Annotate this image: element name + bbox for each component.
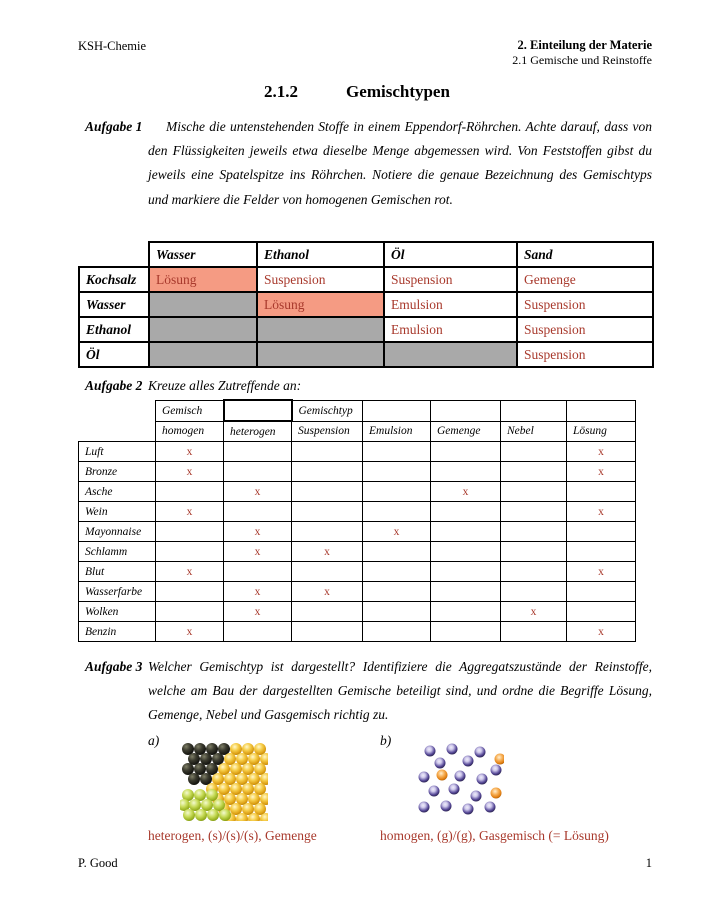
mixture-type-table-body <box>79 242 653 367</box>
empty-cell <box>567 542 636 562</box>
empty-cell <box>363 462 431 482</box>
empty-cell <box>363 542 431 562</box>
check-mark-cell: x <box>292 582 363 602</box>
table-row <box>79 522 636 542</box>
figure-b-label: b) <box>380 733 392 748</box>
check-mark-cell: x <box>156 502 224 522</box>
table-row <box>79 317 653 342</box>
empty-cell <box>501 582 567 602</box>
figure-a <box>148 733 268 821</box>
empty-cell <box>567 602 636 622</box>
header-section-title: 2.1 Gemische und Reinstoffe <box>512 53 652 67</box>
check-mark-cell: x <box>224 542 292 562</box>
table-row <box>79 562 636 582</box>
mixture-cell: Lösung <box>149 267 257 292</box>
table-row <box>79 267 653 292</box>
empty-cell <box>224 622 292 642</box>
checklist-table-body <box>79 400 636 642</box>
group-header <box>363 400 431 421</box>
table-row <box>79 482 636 502</box>
empty-cell <box>156 602 224 622</box>
empty-cell <box>431 602 501 622</box>
table-row <box>79 602 636 622</box>
task-2-label: Aufgabe 2 <box>85 378 143 393</box>
check-mark-cell: x <box>567 622 636 642</box>
check-mark-cell: x <box>224 482 292 502</box>
mixture-cell <box>257 342 384 367</box>
mixture-cell: Suspension <box>517 292 653 317</box>
page-title <box>0 82 714 102</box>
empty-cell <box>363 442 431 462</box>
check-mark-cell: x <box>156 442 224 462</box>
row-header: Mayonnaise <box>79 522 156 542</box>
table-row <box>79 622 636 642</box>
empty-cell <box>431 542 501 562</box>
group-header <box>567 400 636 421</box>
group-header: Gemisch <box>156 400 224 421</box>
mixture-cell <box>384 342 517 367</box>
empty-cell <box>501 482 567 502</box>
check-mark-cell: x <box>363 522 431 542</box>
row-header: Öl <box>79 342 149 367</box>
row-header: Wolken <box>79 602 156 622</box>
check-mark-cell: x <box>224 582 292 602</box>
empty-cell <box>501 542 567 562</box>
column-header: homogen <box>156 421 224 442</box>
row-header: Kochsalz <box>79 267 149 292</box>
empty-cell <box>224 562 292 582</box>
empty-cell <box>501 522 567 542</box>
column-header: Emulsion <box>363 421 431 442</box>
figure-a-label: a) <box>148 733 160 748</box>
empty-cell <box>431 522 501 542</box>
empty-cell <box>156 582 224 602</box>
page-title-number: 2.1.2 <box>264 82 299 101</box>
page-title-text: Gemischtypen <box>346 82 450 101</box>
empty-cell <box>501 462 567 482</box>
particle-diagram-gas-mixture <box>412 743 504 819</box>
empty-cell <box>156 482 224 502</box>
table-row <box>79 342 653 367</box>
mixture-cell <box>257 317 384 342</box>
task-3 <box>85 655 652 728</box>
corner-cell <box>79 421 156 442</box>
empty-cell <box>431 562 501 582</box>
check-mark-cell: x <box>224 602 292 622</box>
group-header: Gemischtyp <box>292 400 363 421</box>
empty-cell <box>501 562 567 582</box>
mixture-cell: Gemenge <box>517 267 653 292</box>
empty-cell <box>431 502 501 522</box>
row-header: Blut <box>79 562 156 582</box>
empty-cell <box>292 622 363 642</box>
checklist-table <box>78 399 636 642</box>
task-1 <box>85 115 652 212</box>
task-1-label: Aufgabe 1 <box>85 119 143 134</box>
particle-diagram-solid-mixture <box>180 743 268 821</box>
mixture-cell: Emulsion <box>384 317 517 342</box>
mixture-cell: Suspension <box>257 267 384 292</box>
empty-cell <box>224 462 292 482</box>
footer-page-number: 1 <box>645 856 652 870</box>
empty-cell <box>224 502 292 522</box>
figure-a-caption: heterogen, (s)/(s)/(s), Gemenge <box>148 828 317 843</box>
empty-cell <box>363 482 431 502</box>
empty-cell <box>292 502 363 522</box>
row-header: Wein <box>79 502 156 522</box>
empty-cell <box>363 502 431 522</box>
empty-cell <box>567 582 636 602</box>
empty-cell <box>501 442 567 462</box>
check-mark-cell: x <box>156 462 224 482</box>
empty-cell <box>567 482 636 502</box>
mixture-cell: Suspension <box>517 317 653 342</box>
empty-cell <box>501 502 567 522</box>
empty-cell <box>292 482 363 502</box>
empty-cell <box>501 622 567 642</box>
empty-cell <box>363 562 431 582</box>
empty-cell <box>292 562 363 582</box>
empty-cell <box>363 602 431 622</box>
figure-b <box>380 733 504 819</box>
corner-cell <box>79 242 149 267</box>
row-header: Schlamm <box>79 542 156 562</box>
check-mark-cell: x <box>567 562 636 582</box>
task-1-text: Mische die untenstehenden Stoffe in einem Eppendorf-Röhrchen. Achte darauf, dass von den Flüssigkeiten jeweils etwa dieselbe Menge abgemessen wird. Von Feststoffen gibst du jeweils eine Spatelspitze ins Röhrchen. Notiere die genaue Bezeichnung des Gemischtyps und markiere die Felder von homogenen Gemischen rot. <box>148 119 652 207</box>
column-header: Wasser <box>149 242 257 267</box>
check-mark-cell: x <box>431 482 501 502</box>
column-header: Sand <box>517 242 653 267</box>
column-header: Nebel <box>501 421 567 442</box>
check-mark-cell: x <box>224 522 292 542</box>
task-3-label: Aufgabe 3 <box>85 659 143 674</box>
check-mark-cell: x <box>567 462 636 482</box>
check-mark-cell: x <box>156 562 224 582</box>
table-row <box>79 462 636 482</box>
empty-cell <box>431 442 501 462</box>
mixture-cell: Lösung <box>257 292 384 317</box>
row-header: Wasser <box>79 292 149 317</box>
task-2 <box>85 374 652 398</box>
empty-cell <box>292 602 363 622</box>
mixture-cell: Suspension <box>517 342 653 367</box>
row-header: Benzin <box>79 622 156 642</box>
table-row <box>79 292 653 317</box>
mixture-cell: Emulsion <box>384 292 517 317</box>
empty-cell <box>567 522 636 542</box>
empty-cell <box>292 442 363 462</box>
empty-cell <box>431 622 501 642</box>
corner-cell <box>79 400 156 421</box>
empty-cell <box>224 442 292 462</box>
table-row <box>79 442 636 462</box>
mixture-cell <box>149 342 257 367</box>
group-header <box>224 400 292 421</box>
row-header: Luft <box>79 442 156 462</box>
check-mark-cell: x <box>156 622 224 642</box>
empty-cell <box>363 622 431 642</box>
column-header: Lösung <box>567 421 636 442</box>
empty-cell <box>292 462 363 482</box>
header-chapter-title: 2. Einteilung der Materie <box>517 38 652 52</box>
check-mark-cell: x <box>567 502 636 522</box>
check-mark-cell: x <box>292 542 363 562</box>
mixture-cell <box>149 317 257 342</box>
column-header: Ethanol <box>257 242 384 267</box>
table-row <box>79 582 636 602</box>
check-mark-cell: x <box>567 442 636 462</box>
group-header <box>431 400 501 421</box>
footer-author: P. Good <box>78 856 118 870</box>
empty-cell <box>292 522 363 542</box>
row-header: Ethanol <box>79 317 149 342</box>
table-row <box>79 502 636 522</box>
column-header: Suspension <box>292 421 363 442</box>
header-course: KSH-Chemie <box>78 39 147 53</box>
mixture-cell: Suspension <box>384 267 517 292</box>
empty-cell <box>363 582 431 602</box>
figure-b-caption: homogen, (g)/(g), Gasgemisch (= Lösung) <box>380 828 609 843</box>
column-header: Gemenge <box>431 421 501 442</box>
column-header: heterogen <box>224 421 292 442</box>
group-header <box>501 400 567 421</box>
table-row <box>79 542 636 562</box>
empty-cell <box>156 542 224 562</box>
task-2-text: Kreuze alles Zutreffende an: <box>148 378 302 393</box>
row-header: Wasserfarbe <box>79 582 156 602</box>
column-header: Öl <box>384 242 517 267</box>
empty-cell <box>431 462 501 482</box>
mixture-cell <box>149 292 257 317</box>
task-3-text: Welcher Gemischtyp ist dargestellt? Identifiziere die Aggregatszustände der Reinstoffe, welche am Bau der dargestellten Gemische beteiligt sind, und ordne die Begriffe Lösung, Gemenge, Nebel und Gasgemisch richtig zu. <box>148 659 652 723</box>
check-mark-cell: x <box>501 602 567 622</box>
mixture-type-table <box>78 241 654 368</box>
row-header: Asche <box>79 482 156 502</box>
row-header: Bronze <box>79 462 156 482</box>
empty-cell <box>431 582 501 602</box>
empty-cell <box>156 522 224 542</box>
header-chapter <box>512 38 652 68</box>
